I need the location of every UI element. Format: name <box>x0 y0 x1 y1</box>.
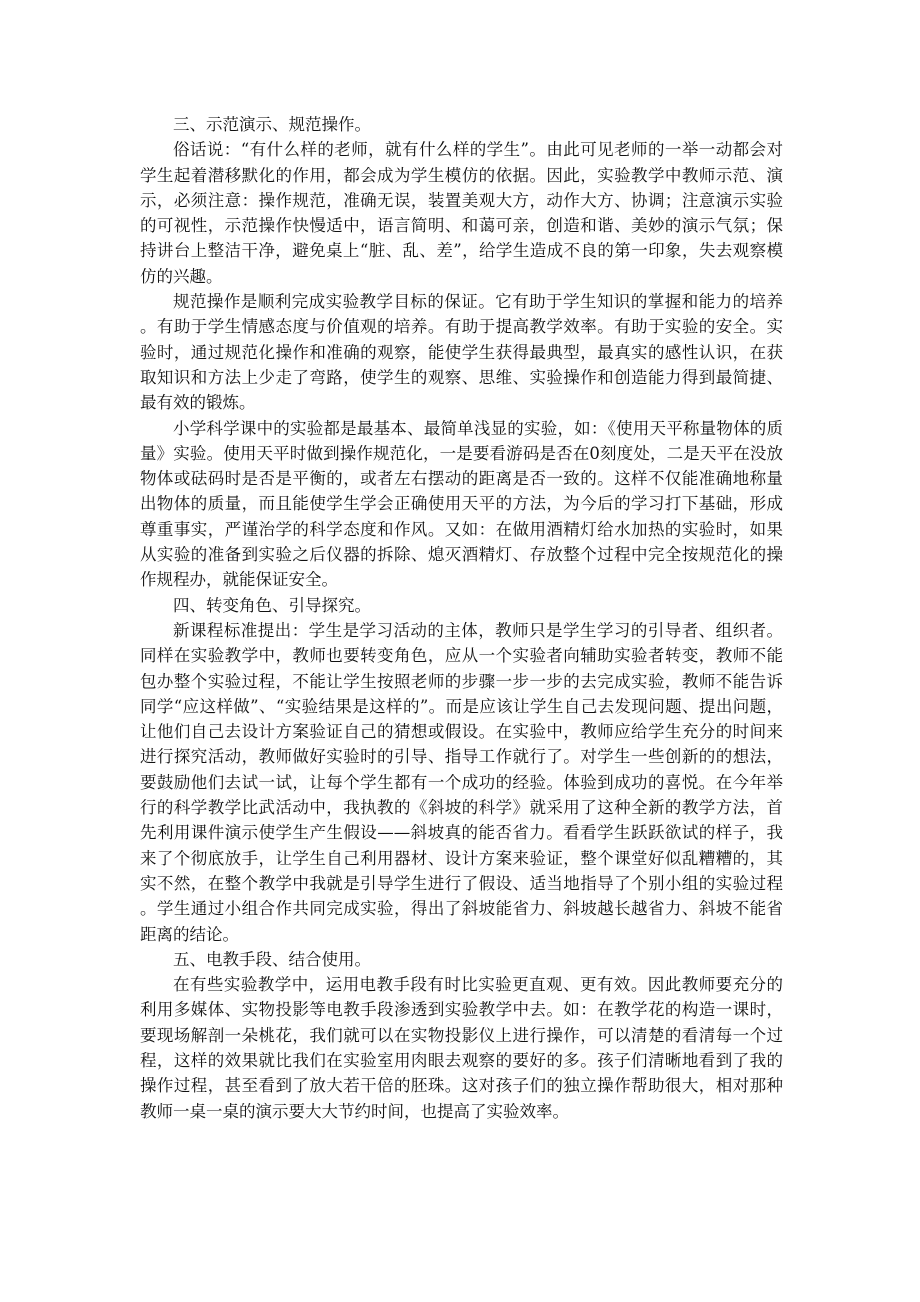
section-heading-4: 四、转变角色、引导探究。 <box>173 595 371 615</box>
paragraph: 小学科学课中的实验都是最基本、最简单浅显的实验，如：《使用天平称量物体的质量》实验。使用天平时做到操作规范化，一是要看游码是否在0刻度处，二是天平在没放物体或砝码时是否是平衡的，或者左右摆动的距离是否一致的。这样不仅能准确地称量出物体的质量，而且能使学生学会正确使用天平的方法，为今后的学习打下基础，形成尊重事实，严谨治学的科学态度和作风。又如：在做用酒精灯给水加热的实验时，如果从实验的准备到实验之后仪器的拆除、熄灭酒精灯、存放整个过程中完全按规范化的操作规程办，就能保证安全。 <box>140 418 783 590</box>
document-body <box>140 112 783 1124</box>
paragraph: 规范操作是顺利完成实验教学目标的保证。它有助于学生知识的掌握和能力的培养。有助于学生情感态度与价值观的培养。有助于提高教学效率。有助于实验的安全。实验时，通过规范化操作和准确的观察，能使学生获得最典型，最真实的感性认识，在获取知识和方法上少走了弯路，使学生的观察、思维、实验操作和创造能力得到最简捷、最有效的锻炼。 <box>140 292 783 413</box>
paragraph: 俗话说：“有什么样的老师，就有什么样的学生”。由此可见老师的一举一动都会对学生起着潜移默化的作用，都会成为学生模仿的依据。因此，实验教学中教师示范、演示，必须注意：操作规范，准确无误，装置美观大方，动作大方、协调；注意演示实验的可视性，示范操作快慢适中，语言简明、和蔼可亲，创造和谐、美妙的演示气氛；保持讲台上整洁干净，避免桌上“脏、乱、差”，给学生造成不良的第一印象，失去观察模仿的兴趣。 <box>140 140 783 286</box>
paragraph: 在有些实验教学中，运用电教手段有时比实验更直观、更有效。因此教师要充分的利用多媒体、实物投影等电教手段渗透到实验教学中去。如：在教学花的构造一课时，要现场解剖一朵桃花，我们就可以在实物投影仪上进行操作，可以清楚的看清每一个过程，这样的效果就比我们在实验室用肉眼去观察的要好的多。孩子们清晰地看到了我的操作过程，甚至看到了放大若干倍的胚珠。这对孩子们的独立操作帮助很大，相对那种教师一桌一桌的演示要大大节约时间，也提高了实验效率。 <box>140 975 783 1121</box>
section-heading-3: 三、示范演示、规范操作。 <box>173 115 371 134</box>
paragraph: 新课程标准提出：学生是学习活动的主体，教师只是学生学习的引导者、组织者。同样在实验教学中，教师也要转变角色，应从一个实验者向辅助实验者转变，教师不能包办整个实验过程，不能让学生按照老师的步骤一步一步的去完成实验，教师不能告诉同学“应这样做”、“实验结果是这样的”。而是应该让学生自己去发现问题、提出问题，让他们自己去设计方案验证自己的猜想或假设。在实验中，教师应给学生充分的时间来进行探究活动，教师做好实验时的引导、指导工作就行了。对学生一些创新的的想法，要鼓励他们去试一试，让每个学生都有一个成功的经验。体验到成功的喜悦。在今年举行的科学教学比武活动中，我执教的《斜坡的科学》就采用了这种全新的教学方法，首先利用课件演示使学生产生假设——斜坡真的能否省力。看看学生跃跃欲试的样子，我来了个彻底放手，让学生自己利用器材、设计方案来验证，整个课堂好似乱糟糟的，其实不然，在整个教学中我就是引导学生进行了假设、适当地指导了个别小组的实验过程。学生通过小组合作共同完成实验，得出了斜坡能省力、斜坡越长越省力、斜坡不能省距离的结论。 <box>140 620 783 944</box>
section-heading-5: 五、电教手段、结合使用。 <box>173 949 371 969</box>
